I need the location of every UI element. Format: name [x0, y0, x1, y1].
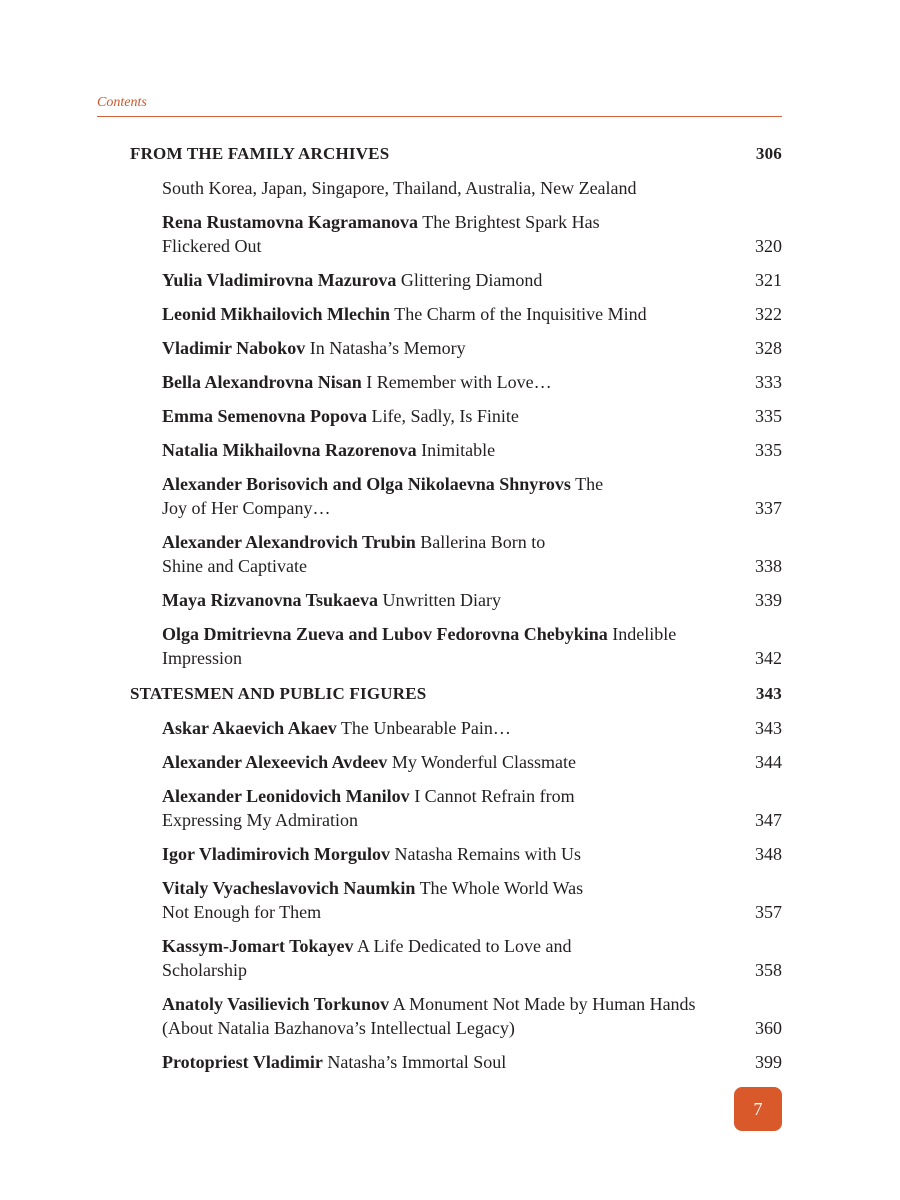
- toc-entry[interactable]: [130, 210, 782, 258]
- entry-title: The Whole World Was Not Enough for Them: [162, 878, 584, 922]
- entry-page-number: 399: [755, 1052, 782, 1072]
- toc-entry[interactable]: [130, 934, 782, 982]
- entry-page-number: 358: [755, 960, 782, 980]
- entry-page-number: 320: [755, 236, 782, 256]
- toc-entry[interactable]: [130, 370, 782, 394]
- toc-entry[interactable]: [130, 992, 782, 1040]
- toc-entry[interactable]: [130, 404, 782, 428]
- entry-page-number: 337: [755, 498, 782, 518]
- entry-title: I Remember with Love…: [366, 372, 552, 392]
- entry-author: Yulia Vladimirovna Mazurova: [162, 270, 397, 290]
- entry-page-number: 343: [755, 718, 782, 738]
- entry-title: The Charm of the Inquisitive Mind: [394, 304, 647, 324]
- entry-page-number: 322: [755, 304, 782, 324]
- entry-author: Leonid Mikhailovich Mlechin: [162, 304, 391, 324]
- entry-title: I Cannot Refrain from Expressing My Admiration: [162, 786, 575, 830]
- entry-author: Vitaly Vyacheslavovich Naumkin: [162, 878, 416, 898]
- toc-entry[interactable]: [130, 530, 782, 578]
- entry-page-number: 342: [755, 648, 782, 668]
- entry-title: Indelible Impression: [162, 624, 677, 668]
- header-rule: [97, 116, 782, 117]
- toc-entry[interactable]: [130, 750, 782, 774]
- entry-title: The Joy of Her Company…: [162, 474, 604, 518]
- toc-entry[interactable]: [130, 842, 782, 866]
- entry-author: Kassym-Jomart Tokayev: [162, 936, 354, 956]
- entry-page-number: 338: [755, 556, 782, 576]
- entry-title: Glittering Diamond: [400, 270, 543, 290]
- section-heading[interactable]: [130, 682, 782, 706]
- entry-author: Askar Akaevich Akaev: [162, 718, 337, 738]
- entry-title: The Brightest Spark Has Flickered Out: [162, 212, 600, 256]
- toc-entry[interactable]: [130, 336, 782, 360]
- entry-title: Inimitable: [421, 440, 496, 460]
- entry-title: Unwritten Diary: [382, 590, 502, 610]
- entry-title: My Wonderful Classmate: [391, 752, 577, 772]
- section-page-number: 306: [755, 144, 782, 163]
- entry-page-number: 328: [755, 338, 782, 358]
- toc-entry[interactable]: [130, 588, 782, 612]
- entry-page-number: 357: [755, 902, 782, 922]
- toc-entry[interactable]: [130, 438, 782, 462]
- table-of-contents: [130, 142, 782, 1074]
- entry-author: Anatoly Vasilievich Torkunov: [162, 994, 390, 1014]
- page-number-badge: 7: [734, 1087, 782, 1131]
- entry-title: The Unbearable Pain…: [340, 718, 511, 738]
- entry-page-number: 348: [755, 844, 782, 864]
- toc-entry[interactable]: [130, 268, 782, 292]
- entry-title: Life, Sadly, Is Finite: [371, 406, 519, 426]
- entry-author: Igor Vladimirovich Morgulov: [162, 844, 391, 864]
- entry-title: Natasha’s Immortal Soul: [327, 1052, 507, 1072]
- section-title: STATESMEN AND PUBLIC FIGURES: [130, 684, 427, 703]
- entry-page-number: 344: [755, 752, 782, 772]
- entry-page-number: 335: [755, 440, 782, 460]
- toc-entry[interactable]: [130, 1050, 782, 1074]
- entry-author: Maya Rizvanovna Tsukaeva: [162, 590, 379, 610]
- running-head: Contents: [97, 95, 147, 110]
- entry-page-number: 333: [755, 372, 782, 392]
- entry-title: A Life Dedicated to Love and Scholarship: [162, 936, 572, 980]
- entry-author: Bella Alexandrovna Nisan: [162, 372, 362, 392]
- section-heading[interactable]: [130, 142, 782, 166]
- entry-title: South Korea, Japan, Singapore, Thailand, Australia, New Zealand: [162, 178, 637, 198]
- toc-entry[interactable]: [130, 784, 782, 832]
- entry-author: Rena Rustamovna Kagramanova: [162, 212, 419, 232]
- entry-page-number: 321: [755, 270, 782, 290]
- entry-author: Alexander Alexeevich Avdeev: [162, 752, 388, 772]
- entry-title: In Natasha’s Memory: [309, 338, 466, 358]
- entry-title: A Monument Not Made by Human Hands (About Natalia Bazhanova’s Intellectual Legacy): [162, 994, 696, 1038]
- toc-entry[interactable]: [130, 716, 782, 740]
- entry-author: Alexander Leonidovich Manilov: [162, 786, 410, 806]
- entry-title: Ballerina Born to Shine and Captivate: [162, 532, 546, 576]
- section-page-number: 343: [755, 684, 782, 703]
- toc-entry[interactable]: [130, 472, 782, 520]
- entry-author: Natalia Mikhailovna Razorenova: [162, 440, 417, 460]
- entry-author: Vladimir Nabokov: [162, 338, 306, 358]
- entry-author: Alexander Alexandrovich Trubin: [162, 532, 416, 552]
- entry-page-number: 335: [755, 406, 782, 426]
- toc-entry[interactable]: [130, 302, 782, 326]
- entry-page-number: 360: [755, 1018, 782, 1038]
- entry-page-number: 347: [755, 810, 782, 830]
- entry-author: Olga Dmitrievna Zueva and Lubov Fedorovna Chebykina: [162, 624, 608, 644]
- entry-page-number: 339: [755, 590, 782, 610]
- toc-entry[interactable]: [130, 622, 782, 670]
- toc-entry[interactable]: [130, 176, 782, 200]
- entry-author: Protopriest Vladimir: [162, 1052, 323, 1072]
- toc-entry[interactable]: [130, 876, 782, 924]
- entry-author: Alexander Borisovich and Olga Nikolaevna Shnyrovs: [162, 474, 571, 494]
- entry-title: Natasha Remains with Us: [394, 844, 581, 864]
- entry-author: Emma Semenovna Popova: [162, 406, 368, 426]
- section-title: FROM THE FAMILY ARCHIVES: [130, 144, 390, 163]
